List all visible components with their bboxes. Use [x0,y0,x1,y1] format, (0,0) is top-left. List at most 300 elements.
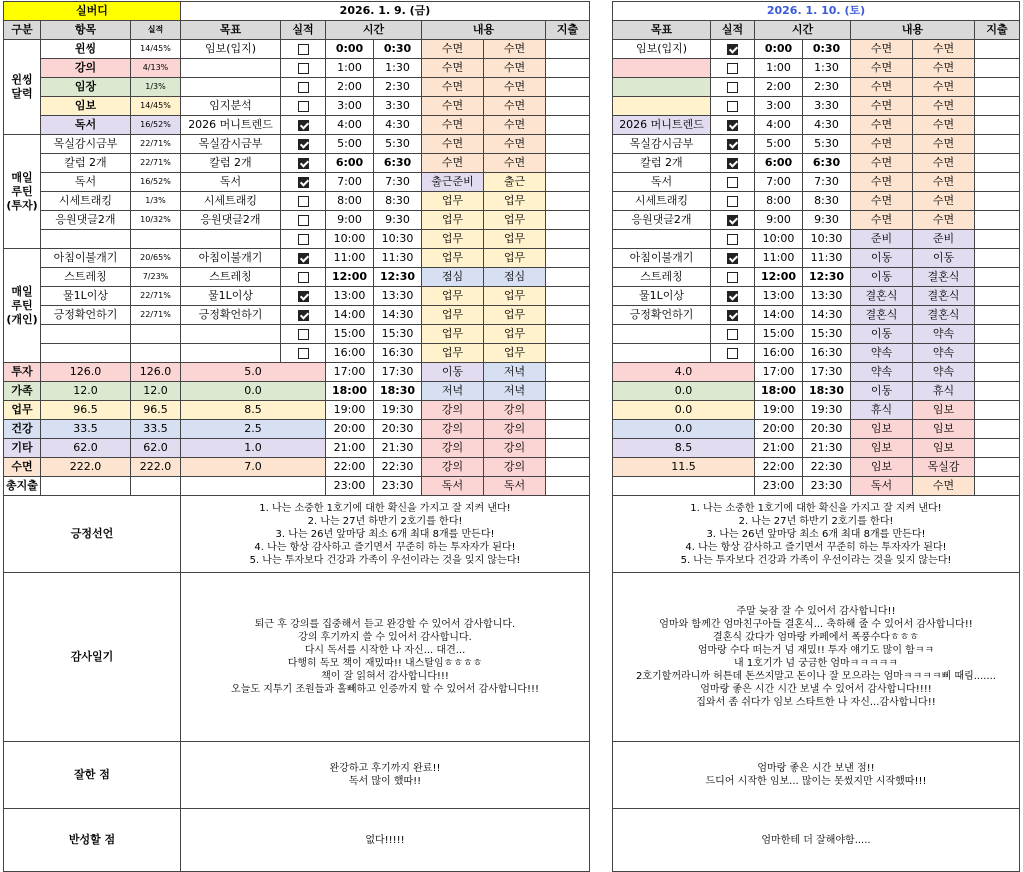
content-cell[interactable]: 업무 [484,325,546,344]
spend-cell[interactable] [975,268,1020,287]
content-cell[interactable]: 업무 [422,306,484,325]
time-start: 1:00 [755,59,803,78]
time-half: 1:30 [374,59,422,78]
content-cell[interactable]: 수면 [422,154,484,173]
content-cell[interactable]: 강의 [422,458,484,477]
content-cell[interactable]: 임보 [851,458,913,477]
content-cell[interactable]: 강의 [422,401,484,420]
content-cell[interactable]: 업무 [484,211,546,230]
check-cell[interactable] [281,192,326,211]
content-cell[interactable]: 약속 [913,344,975,363]
time-start: 4:00 [326,116,374,135]
content-cell[interactable]: 수면 [851,59,913,78]
spend-cell[interactable] [546,363,590,382]
content-cell[interactable]: 강의 [484,420,546,439]
spend-cell[interactable] [546,249,590,268]
spend-cell[interactable] [546,40,590,59]
checkbox[interactable] [298,82,309,93]
affirmation-line: 4. 나는 항상 감사하고 즐기면서 꾸준히 하는 투자자가 된다! [254,541,516,553]
check-cell[interactable] [711,325,755,344]
spend-cell[interactable] [975,211,1020,230]
spend-cell[interactable] [975,173,1020,192]
item-name [41,325,131,344]
spend-cell[interactable] [975,230,1020,249]
content-cell[interactable]: 임보 [851,439,913,458]
content-cell[interactable]: 수면 [422,40,484,59]
check-cell[interactable] [281,154,326,173]
affirmation-line: 3. 나는 26년 앞마당 최소 6개 최대 8개를 만든다! [706,528,926,540]
spend-cell[interactable] [975,363,1020,382]
time-half: 0:30 [803,40,851,59]
check-cell[interactable] [281,230,326,249]
content-cell[interactable]: 수면 [913,192,975,211]
check-cell[interactable] [281,287,326,306]
check-cell[interactable] [281,116,326,135]
spend-cell[interactable] [975,116,1020,135]
time-half: 11:30 [374,249,422,268]
checkbox[interactable] [727,101,738,112]
spend-cell[interactable] [975,78,1020,97]
spend-cell[interactable] [975,192,1020,211]
right-day-table [612,1,1020,872]
time-half: 22:30 [803,458,851,477]
spend-cell[interactable] [546,344,590,363]
content-cell[interactable]: 수면 [484,59,546,78]
content-cell[interactable]: 업무 [422,249,484,268]
right-date: 2026. 1. 10. (토) [613,2,1020,21]
check-cell[interactable] [711,116,755,135]
content-cell[interactable]: 수면 [913,59,975,78]
summary-goal [181,477,326,496]
content-cell[interactable]: 수면 [422,97,484,116]
time-start: 0:00 [755,40,803,59]
spend-cell[interactable] [546,439,590,458]
check-cell[interactable] [711,268,755,287]
content-cell[interactable]: 수면 [484,78,546,97]
content-cell[interactable]: 목실감 [913,458,975,477]
time-start: 15:00 [755,325,803,344]
time-half: 23:30 [374,477,422,496]
content-cell[interactable]: 약속 [851,363,913,382]
goal-cell [613,344,711,363]
content-cell[interactable]: 임보 [913,439,975,458]
checkbox[interactable] [727,253,738,264]
content-cell[interactable]: 수면 [484,40,546,59]
content-cell[interactable]: 수면 [851,173,913,192]
spend-cell[interactable] [546,287,590,306]
content-cell[interactable]: 수면 [913,173,975,192]
content-cell[interactable]: 수면 [913,97,975,116]
item-name: 목실감시금부 [41,135,131,154]
header-actual: 실적 [711,21,755,40]
content-cell[interactable]: 독서 [484,477,546,496]
header-goal: 목표 [613,21,711,40]
content-cell[interactable]: 수면 [851,211,913,230]
spend-cell[interactable] [546,268,590,287]
spend-cell[interactable] [975,420,1020,439]
spend-cell[interactable] [546,135,590,154]
content-cell[interactable]: 업무 [484,230,546,249]
content-cell[interactable]: 업무 [422,211,484,230]
time-half: 0:30 [374,40,422,59]
spend-cell[interactable] [975,287,1020,306]
time-half: 18:30 [803,382,851,401]
content-cell[interactable]: 수면 [913,116,975,135]
affirmation-line: 3. 나는 26년 앞마당 최소 6개 최대 8개를 만든다! [275,528,495,540]
content-cell[interactable]: 임보 [913,420,975,439]
content-cell[interactable]: 업무 [422,287,484,306]
spend-cell[interactable] [546,306,590,325]
check-cell[interactable] [281,268,326,287]
spend-cell[interactable] [546,78,590,97]
spend-cell[interactable] [975,306,1020,325]
content-cell[interactable]: 점심 [422,268,484,287]
content-cell[interactable]: 수면 [851,116,913,135]
checkbox[interactable] [298,120,309,131]
spend-cell[interactable] [975,344,1020,363]
spend-cell[interactable] [975,59,1020,78]
check-cell[interactable] [711,154,755,173]
check-cell[interactable] [281,325,326,344]
time-half: 21:30 [374,439,422,458]
checkbox[interactable] [727,44,738,55]
goal-cell: 독서 [613,173,711,192]
time-start: 6:00 [755,154,803,173]
item-name: 아침이불개기 [41,249,131,268]
checkbox[interactable] [298,348,309,359]
goal-cell: 응원댓글2개 [613,211,711,230]
goal-cell: 시세트래킹 [181,192,281,211]
check-cell[interactable] [711,287,755,306]
check-cell[interactable] [711,192,755,211]
content-cell[interactable]: 출근 [484,173,546,192]
check-cell[interactable] [711,306,755,325]
content-cell[interactable]: 수면 [484,154,546,173]
time-half: 20:30 [803,420,851,439]
affirmation-line: 1. 나는 소중한 1호기에 대한 확신을 가지고 잘 지켜 낸다! [259,502,511,514]
spend-cell[interactable] [546,211,590,230]
spend-cell[interactable] [975,97,1020,116]
spend-cell[interactable] [546,154,590,173]
content-cell[interactable]: 이동 [422,363,484,382]
check-cell[interactable] [281,59,326,78]
content-cell[interactable]: 수면 [913,154,975,173]
content-cell[interactable]: 결혼식 [913,306,975,325]
spend-cell[interactable] [546,173,590,192]
content-cell[interactable]: 수면 [484,97,546,116]
content-cell[interactable]: 임보 [913,401,975,420]
time-half: 2:30 [803,78,851,97]
time-half: 1:30 [803,59,851,78]
item-name: 긍정확언하기 [41,306,131,325]
checkbox[interactable] [727,215,738,226]
spend-cell[interactable] [546,97,590,116]
spend-cell[interactable] [975,401,1020,420]
checkbox[interactable] [727,177,738,188]
time-half: 9:30 [374,211,422,230]
summary-label: 투자 [4,363,41,382]
checkbox[interactable] [727,120,738,131]
spend-cell[interactable] [546,192,590,211]
content-cell[interactable]: 업무 [484,192,546,211]
check-cell[interactable] [281,211,326,230]
content-cell[interactable]: 약속 [913,363,975,382]
content-cell[interactable]: 저녁 [484,363,546,382]
check-cell[interactable] [281,344,326,363]
item-name [41,230,131,249]
checkbox[interactable] [298,272,309,283]
content-cell[interactable]: 업무 [422,230,484,249]
content-cell[interactable]: 업무 [484,306,546,325]
item-perf: 22/71% [131,154,181,173]
check-cell[interactable] [711,135,755,154]
time-half: 9:30 [803,211,851,230]
checkbox[interactable] [298,215,309,226]
checkbox[interactable] [298,196,309,207]
summary-a: 126.0 [41,363,131,382]
checkbox[interactable] [727,234,738,245]
checkbox[interactable] [298,310,309,321]
checkbox[interactable] [727,196,738,207]
check-cell[interactable] [281,40,326,59]
content-cell[interactable]: 휴식 [851,401,913,420]
item-perf: 22/71% [131,135,181,154]
gratitude-journal [613,573,1020,742]
content-cell[interactable]: 약속 [851,344,913,363]
time-half: 13:30 [803,287,851,306]
content-cell[interactable]: 수면 [422,78,484,97]
content-cell[interactable]: 업무 [422,192,484,211]
content-cell[interactable]: 수면 [851,40,913,59]
checkbox[interactable] [298,101,309,112]
time-start: 21:00 [326,439,374,458]
check-cell[interactable] [281,249,326,268]
summary-a: 62.0 [41,439,131,458]
content-cell[interactable]: 준비 [913,230,975,249]
content-cell[interactable]: 강의 [484,458,546,477]
time-half: 21:30 [803,439,851,458]
check-cell[interactable] [281,173,326,192]
spend-cell[interactable] [546,116,590,135]
content-cell[interactable]: 이동 [851,249,913,268]
spend-cell[interactable] [546,230,590,249]
goal-cell: 2026 머니트렌드 [613,116,711,135]
checkbox[interactable] [727,329,738,340]
spend-cell[interactable] [975,40,1020,59]
checkbox[interactable] [298,234,309,245]
time-start: 14:00 [755,306,803,325]
content-cell[interactable]: 이동 [913,249,975,268]
time-half: 3:30 [374,97,422,116]
content-cell[interactable]: 수면 [851,78,913,97]
check-cell[interactable] [711,78,755,97]
content-cell[interactable]: 수면 [851,135,913,154]
content-cell[interactable]: 결혼식 [851,306,913,325]
content-cell[interactable]: 강의 [484,401,546,420]
check-cell[interactable] [711,249,755,268]
spend-cell[interactable] [546,382,590,401]
content-cell[interactable]: 수면 [913,135,975,154]
checkbox[interactable] [298,253,309,264]
affirmation-label: 긍정선언 [4,496,181,573]
content-cell[interactable]: 수면 [422,116,484,135]
check-cell[interactable] [711,344,755,363]
affirmation-line: 2. 나는 27년 하반기 2호기를 한다! [738,515,894,527]
summary-a [41,477,131,496]
content-cell[interactable]: 강의 [422,420,484,439]
content-cell[interactable]: 결혼식 [851,287,913,306]
spend-cell[interactable] [975,249,1020,268]
check-cell[interactable] [281,135,326,154]
content-cell[interactable]: 임보 [851,420,913,439]
goal-cell: 시세트래킹 [613,192,711,211]
checkbox[interactable] [298,44,309,55]
content-cell[interactable]: 휴식 [913,382,975,401]
content-cell[interactable]: 업무 [484,344,546,363]
goal-cell: 스트레칭 [613,268,711,287]
time-half: 15:30 [803,325,851,344]
content-cell[interactable]: 준비 [851,230,913,249]
item-perf: 1/3% [131,78,181,97]
goal-cell: 칼럼 2개 [613,154,711,173]
check-cell[interactable] [281,97,326,116]
checkbox[interactable] [727,272,738,283]
spend-cell[interactable] [546,325,590,344]
checkbox[interactable] [298,177,309,188]
content-cell[interactable]: 수면 [913,40,975,59]
summary-label: 업무 [4,401,41,420]
spend-cell[interactable] [546,458,590,477]
checkbox[interactable] [298,329,309,340]
content-cell[interactable]: 수면 [422,59,484,78]
time-start: 7:00 [326,173,374,192]
spend-cell[interactable] [975,135,1020,154]
content-cell[interactable]: 수면 [484,135,546,154]
spend-cell[interactable] [546,59,590,78]
goal-cell [613,325,711,344]
content-cell[interactable]: 업무 [484,287,546,306]
checkbox[interactable] [727,348,738,359]
content-cell[interactable]: 수면 [913,78,975,97]
gratitude-journal-line: 퇴근 후 강의를 집중해서 듣고 완강할 수 있어서 감사합니다. [254,619,516,630]
content-cell[interactable]: 이동 [851,325,913,344]
checkbox[interactable] [298,139,309,150]
time-start: 12:00 [755,268,803,287]
affirmation-line: 1. 나는 소중한 1호기에 대한 확신을 가지고 잘 지켜 낸다! [690,502,942,514]
goal-cell: 2026 머니트렌드 [181,116,281,135]
content-cell[interactable]: 출근준비 [422,173,484,192]
checkbox[interactable] [727,310,738,321]
reflection-label: 반성할 점 [4,809,181,872]
check-cell[interactable] [711,59,755,78]
checkbox[interactable] [727,82,738,93]
content-cell[interactable]: 독서 [851,477,913,496]
content-cell[interactable]: 이동 [851,268,913,287]
checkbox[interactable] [727,139,738,150]
content-cell[interactable]: 이동 [851,382,913,401]
content-cell[interactable]: 저녁 [484,382,546,401]
summary-label: 가족 [4,382,41,401]
checkbox[interactable] [298,291,309,302]
spend-cell[interactable] [546,401,590,420]
content-cell[interactable]: 약속 [913,325,975,344]
check-cell[interactable] [711,97,755,116]
summary-label: 기타 [4,439,41,458]
content-cell[interactable]: 수면 [851,97,913,116]
time-half: 15:30 [374,325,422,344]
content-cell[interactable]: 업무 [422,344,484,363]
content-cell[interactable]: 수면 [851,192,913,211]
check-cell[interactable] [711,173,755,192]
content-cell[interactable]: 독서 [422,477,484,496]
spend-cell[interactable] [975,154,1020,173]
checkbox[interactable] [298,63,309,74]
content-cell[interactable]: 수면 [913,211,975,230]
checkbox[interactable] [727,291,738,302]
time-start: 8:00 [755,192,803,211]
time-start: 2:00 [326,78,374,97]
spend-cell[interactable] [975,325,1020,344]
content-cell[interactable]: 업무 [422,325,484,344]
spend-cell[interactable] [546,420,590,439]
summary-b: 96.5 [131,401,181,420]
good-points-label: 잘한 점 [4,742,181,809]
content-cell[interactable]: 수면 [422,135,484,154]
check-cell[interactable] [711,211,755,230]
time-half: 2:30 [374,78,422,97]
gratitude-journal-line: 주말 늦잠 잘 수 있어서 감사합니다!! [736,606,896,617]
goal-cell: 긍정확언하기 [181,306,281,325]
spend-cell[interactable] [546,477,590,496]
check-cell[interactable] [711,40,755,59]
content-cell[interactable]: 결혼식 [913,268,975,287]
content-cell[interactable]: 수면 [484,116,546,135]
time-half: 8:30 [803,192,851,211]
check-cell[interactable] [281,306,326,325]
header-goal: 목표 [181,21,281,40]
goal-cell: 스트레칭 [181,268,281,287]
item-perf: 16/52% [131,173,181,192]
goal-cell [613,230,711,249]
content-cell[interactable]: 점심 [484,268,546,287]
content-cell[interactable]: 강의 [422,439,484,458]
checkbox[interactable] [727,63,738,74]
time-half: 16:30 [803,344,851,363]
planner-title: 실버디 [4,2,181,21]
spend-cell[interactable] [975,382,1020,401]
content-cell[interactable]: 수면 [851,154,913,173]
time-half: 11:30 [803,249,851,268]
content-cell[interactable]: 강의 [484,439,546,458]
content-cell[interactable]: 수면 [913,477,975,496]
checkbox[interactable] [727,158,738,169]
check-cell[interactable] [711,230,755,249]
spend-cell[interactable] [975,458,1020,477]
header-content: 내용 [422,21,546,40]
content-cell[interactable]: 결혼식 [913,287,975,306]
summary-b: 222.0 [131,458,181,477]
content-cell[interactable]: 저녁 [422,382,484,401]
spend-cell[interactable] [975,439,1020,458]
spend-cell[interactable] [975,477,1020,496]
check-cell[interactable] [281,78,326,97]
checkbox[interactable] [298,158,309,169]
item-name: 칼럼 2개 [41,154,131,173]
time-half: 20:30 [374,420,422,439]
content-cell[interactable]: 업무 [484,249,546,268]
time-half: 16:30 [374,344,422,363]
time-start: 17:00 [326,363,374,382]
